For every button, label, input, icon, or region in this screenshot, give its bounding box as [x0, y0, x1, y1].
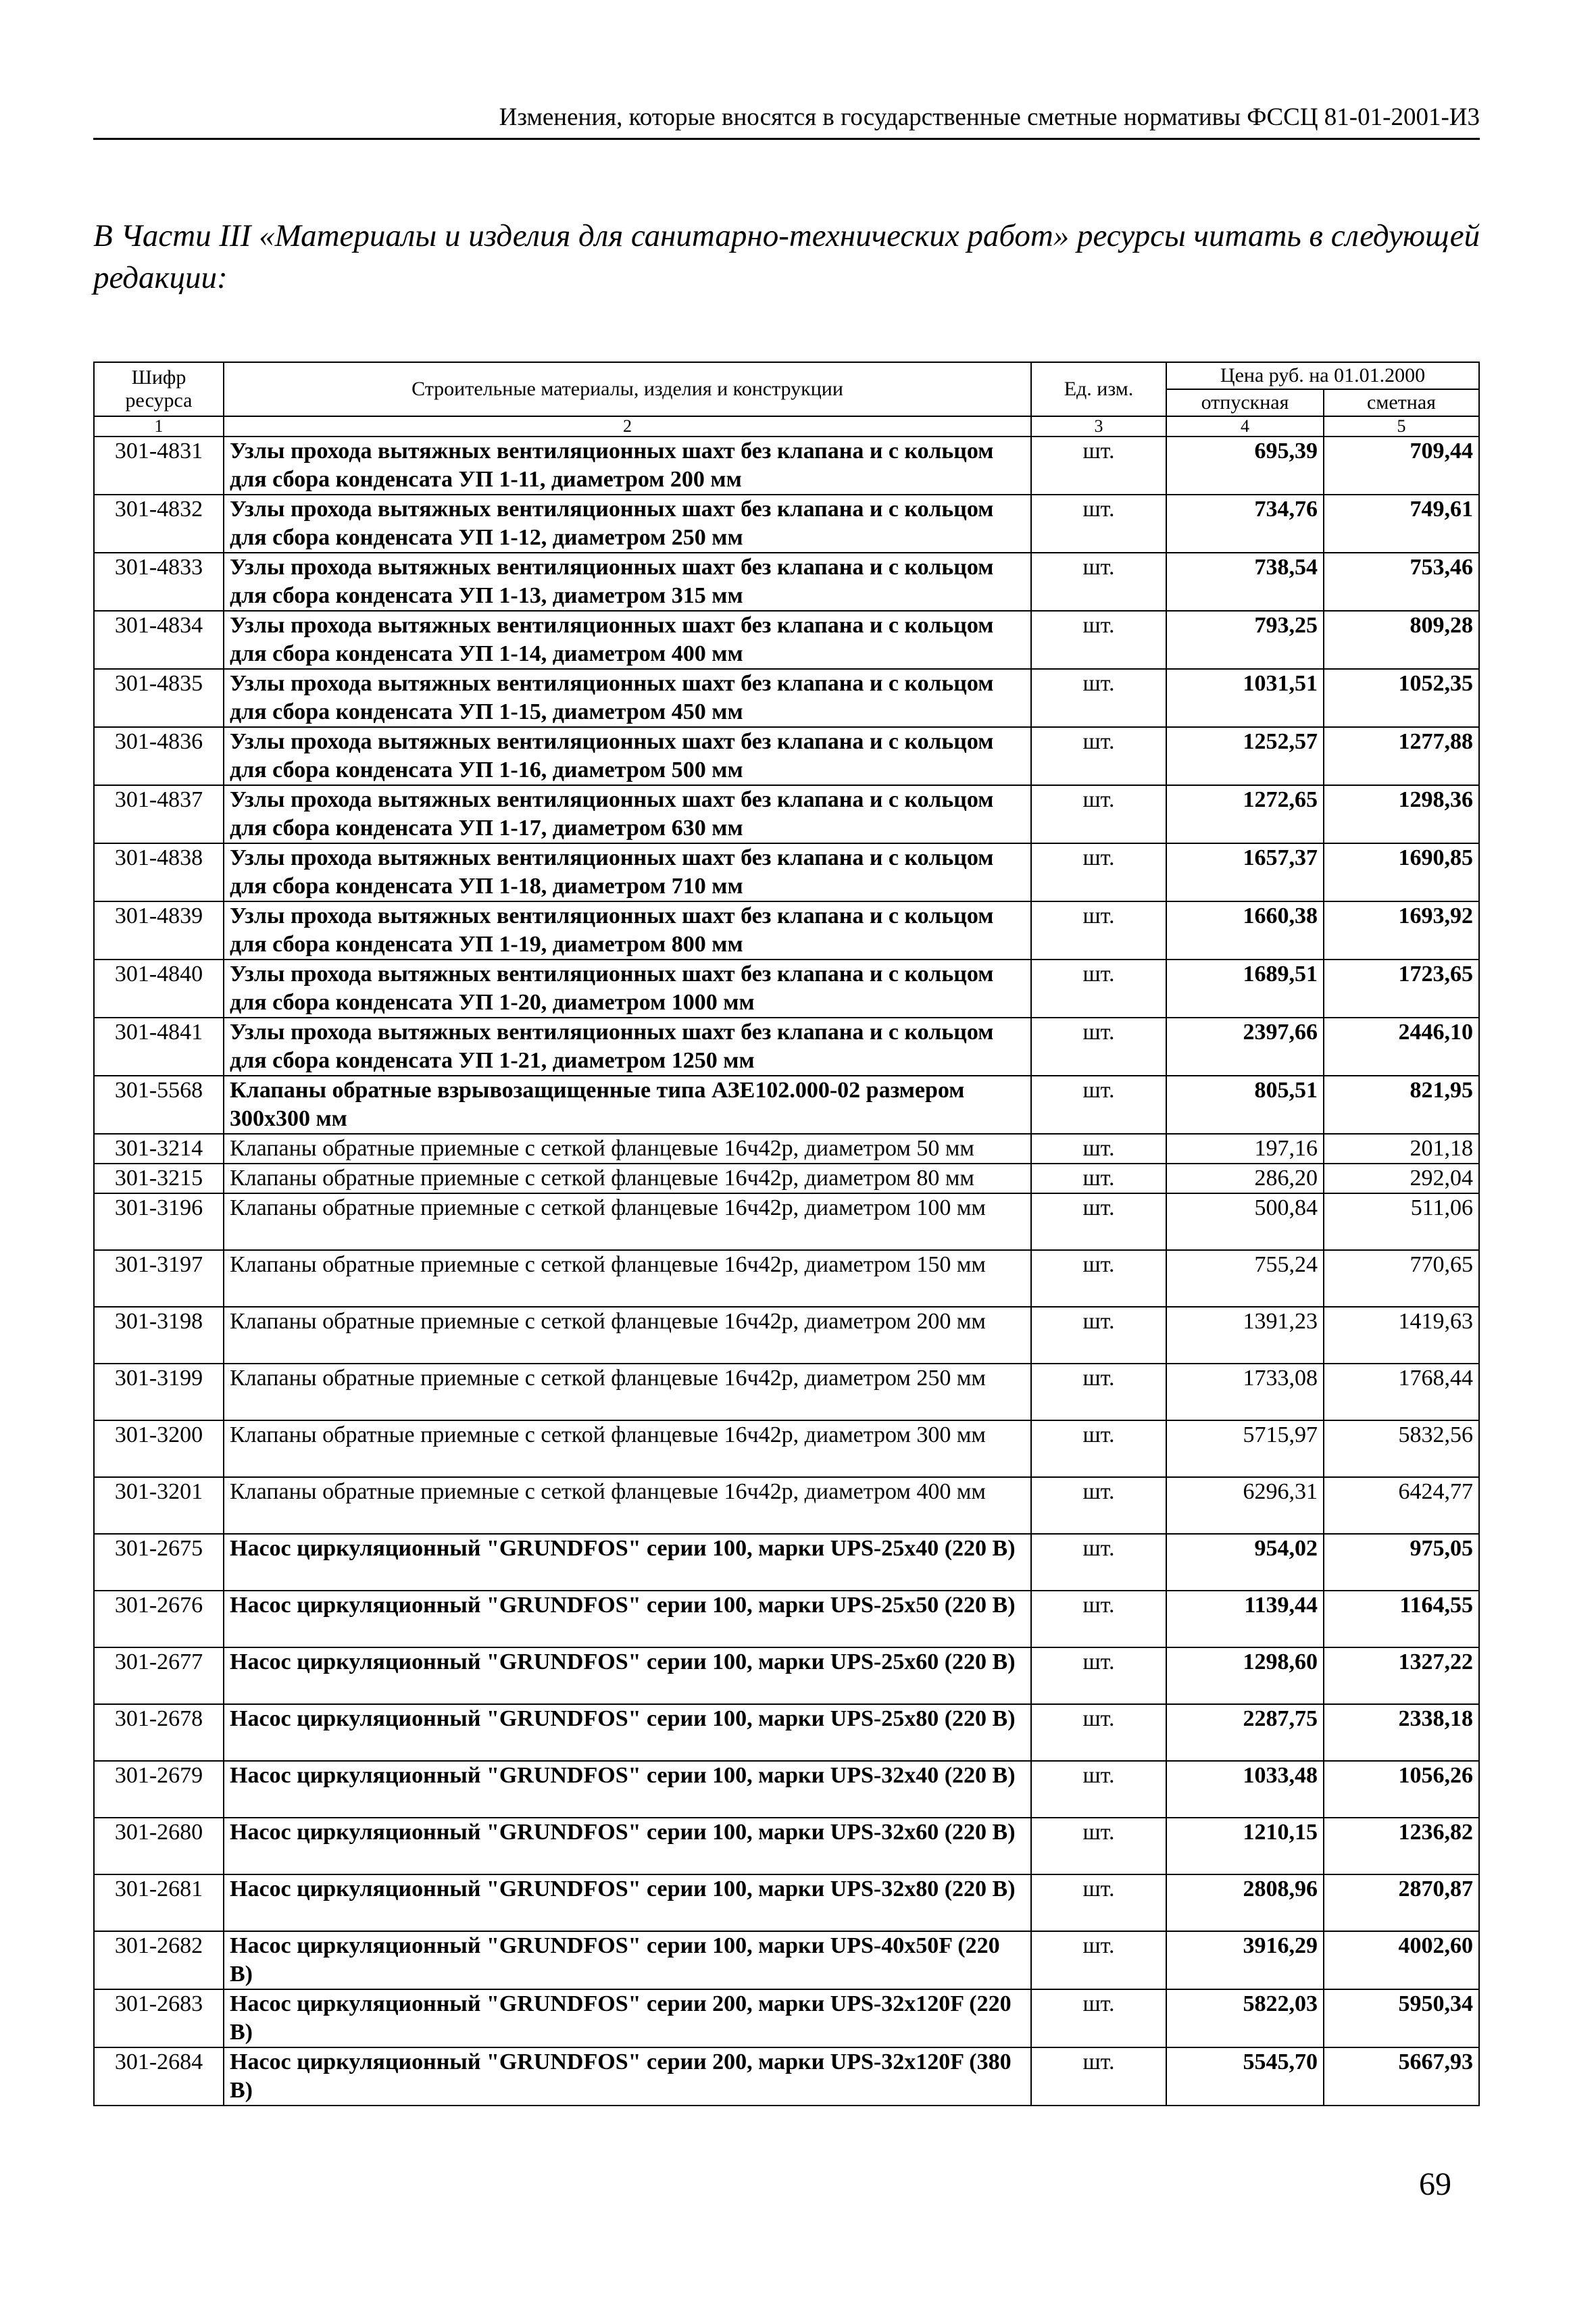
price-estimate: 1690,85	[1324, 843, 1479, 901]
header-price-release: отпускная	[1166, 389, 1324, 416]
resource-code: 301-3196	[94, 1193, 224, 1250]
resource-name: Клапаны обратные приемные с сеткой фланцевые 16ч42р, диаметром 50 мм	[224, 1134, 1031, 1164]
price-estimate: 2338,18	[1324, 1704, 1479, 1761]
table-row	[94, 785, 1479, 843]
table-row	[94, 1931, 1479, 1989]
table-row	[94, 1420, 1479, 1477]
table-row	[94, 727, 1479, 785]
table-row	[94, 1250, 1479, 1307]
price-release: 2287,75	[1166, 1704, 1324, 1761]
price-estimate: 1419,63	[1324, 1307, 1479, 1364]
resource-name: Насос циркуляционный "GRUNDFOS" серии 100, марки UPS-40х50F (220 В)	[224, 1931, 1031, 1989]
running-header	[93, 100, 1480, 140]
price-release: 2397,66	[1166, 1018, 1324, 1076]
resource-unit: шт.	[1031, 843, 1166, 901]
resource-name: Насос циркуляционный "GRUNDFOS" серии 100, марки UPS-32х40 (220 В)	[224, 1761, 1031, 1818]
table-row	[94, 1704, 1479, 1761]
table-row	[94, 1818, 1479, 1874]
resource-code: 301-2677	[94, 1647, 224, 1704]
price-release: 1031,51	[1166, 669, 1324, 727]
price-estimate: 809,28	[1324, 611, 1479, 669]
column-number: 3	[1031, 416, 1166, 437]
price-release: 1733,08	[1166, 1364, 1324, 1420]
price-estimate: 1236,82	[1324, 1818, 1479, 1874]
price-release: 1210,15	[1166, 1818, 1324, 1874]
resource-name: Узлы прохода вытяжных вентиляционных шахт без клапана и с кольцом для сбора конденсата УП 1-21, диаметром 1250 мм	[224, 1018, 1031, 1076]
price-estimate: 1327,22	[1324, 1647, 1479, 1704]
table-row	[94, 1076, 1479, 1134]
resource-unit: шт.	[1031, 495, 1166, 553]
price-release: 954,02	[1166, 1534, 1324, 1591]
resource-code: 301-2684	[94, 2047, 224, 2106]
price-estimate: 2446,10	[1324, 1018, 1479, 1076]
resource-unit: шт.	[1031, 2047, 1166, 2106]
table-row	[94, 901, 1479, 960]
resource-name: Насос циркуляционный "GRUNDFOS" серии 100, марки UPS-25х40 (220 В)	[224, 1534, 1031, 1591]
resource-code: 301-4841	[94, 1018, 224, 1076]
table-row	[94, 1874, 1479, 1931]
resource-code: 301-2679	[94, 1761, 224, 1818]
resource-code: 301-4833	[94, 553, 224, 611]
resource-unit: шт.	[1031, 1364, 1166, 1420]
resource-unit: шт.	[1031, 1477, 1166, 1534]
table-row	[94, 1989, 1479, 2047]
header-code: Шифр ресурса	[94, 362, 224, 416]
resource-name: Насос циркуляционный "GRUNDFOS" серии 200, марки UPS-32х120F (380 В)	[224, 2047, 1031, 2106]
resource-unit: шт.	[1031, 1164, 1166, 1193]
resource-unit: шт.	[1031, 1307, 1166, 1364]
resource-code: 301-3215	[94, 1164, 224, 1193]
resource-unit: шт.	[1031, 960, 1166, 1018]
price-release: 695,39	[1166, 437, 1324, 495]
resource-code: 301-3199	[94, 1364, 224, 1420]
price-estimate: 1693,92	[1324, 901, 1479, 960]
price-estimate: 201,18	[1324, 1134, 1479, 1164]
resource-code: 301-4838	[94, 843, 224, 901]
resource-unit: шт.	[1031, 1647, 1166, 1704]
price-estimate: 2870,87	[1324, 1874, 1479, 1931]
price-release: 197,16	[1166, 1134, 1324, 1164]
table-row	[94, 2047, 1479, 2106]
resource-name: Клапаны обратные приемные с сеткой фланцевые 16ч42р, диаметром 80 мм	[224, 1164, 1031, 1193]
price-release: 1272,65	[1166, 785, 1324, 843]
resource-unit: шт.	[1031, 1534, 1166, 1591]
price-release: 805,51	[1166, 1076, 1324, 1134]
price-estimate: 1723,65	[1324, 960, 1479, 1018]
price-estimate: 709,44	[1324, 437, 1479, 495]
price-release: 738,54	[1166, 553, 1324, 611]
resource-code: 301-4834	[94, 611, 224, 669]
resource-code: 301-2678	[94, 1704, 224, 1761]
table-row	[94, 1647, 1479, 1704]
price-release: 1139,44	[1166, 1591, 1324, 1647]
resource-name: Насос циркуляционный "GRUNDFOS" серии 100, марки UPS-25х60 (220 В)	[224, 1647, 1031, 1704]
resource-code: 301-3201	[94, 1477, 224, 1534]
resource-code: 301-4831	[94, 437, 224, 495]
header-name: Строительные материалы, изделия и конструкции	[224, 362, 1031, 416]
table-row	[94, 611, 1479, 669]
resource-name: Узлы прохода вытяжных вентиляционных шахт без клапана и с кольцом для сбора конденсата УП 1-11, диаметром 200 мм	[224, 437, 1031, 495]
resource-code: 301-4835	[94, 669, 224, 727]
column-number-row	[94, 416, 1479, 437]
resource-code: 301-2683	[94, 1989, 224, 2047]
price-estimate: 1052,35	[1324, 669, 1479, 727]
header-unit: Ед. изм.	[1031, 362, 1166, 416]
table-row	[94, 1364, 1479, 1420]
resource-unit: шт.	[1031, 1250, 1166, 1307]
table-row	[94, 495, 1479, 553]
table-row	[94, 960, 1479, 1018]
price-release: 734,76	[1166, 495, 1324, 553]
resource-unit: шт.	[1031, 1076, 1166, 1134]
table-row	[94, 1477, 1479, 1534]
column-number: 4	[1166, 416, 1324, 437]
resource-name: Насос циркуляционный "GRUNDFOS" серии 100, марки UPS-25х50 (220 В)	[224, 1591, 1031, 1647]
resource-name: Узлы прохода вытяжных вентиляционных шахт без клапана и с кольцом для сбора конденсата УП 1-17, диаметром 630 мм	[224, 785, 1031, 843]
resource-unit: шт.	[1031, 1874, 1166, 1931]
price-estimate: 975,05	[1324, 1534, 1479, 1591]
table-row	[94, 669, 1479, 727]
price-estimate: 1056,26	[1324, 1761, 1479, 1818]
price-estimate: 4002,60	[1324, 1931, 1479, 1989]
resource-code: 301-2682	[94, 1931, 224, 1989]
column-number: 1	[94, 416, 224, 437]
resource-code: 301-4837	[94, 785, 224, 843]
resource-unit: шт.	[1031, 901, 1166, 960]
column-number: 2	[224, 416, 1031, 437]
resource-name: Узлы прохода вытяжных вентиляционных шахт без клапана и с кольцом для сбора конденсата УП 1-18, диаметром 710 мм	[224, 843, 1031, 901]
price-estimate: 1277,88	[1324, 727, 1479, 785]
resource-name: Клапаны обратные приемные с сеткой фланцевые 16ч42р, диаметром 100 мм	[224, 1193, 1031, 1250]
table-row	[94, 1307, 1479, 1364]
price-release: 755,24	[1166, 1250, 1324, 1307]
resource-code: 301-4840	[94, 960, 224, 1018]
resource-unit: шт.	[1031, 785, 1166, 843]
price-estimate: 511,06	[1324, 1193, 1479, 1250]
table-row	[94, 1534, 1479, 1591]
price-release: 6296,31	[1166, 1477, 1324, 1534]
table-row	[94, 1591, 1479, 1647]
resource-unit: шт.	[1031, 1193, 1166, 1250]
resource-unit: шт.	[1031, 1420, 1166, 1477]
price-release: 1391,23	[1166, 1307, 1324, 1364]
resource-code: 301-3197	[94, 1250, 224, 1307]
resource-name: Насос циркуляционный "GRUNDFOS" серии 100, марки UPS-32х60 (220 В)	[224, 1818, 1031, 1874]
resource-code: 301-4839	[94, 901, 224, 960]
column-number: 5	[1324, 416, 1479, 437]
resource-code: 301-2681	[94, 1874, 224, 1931]
resource-name: Узлы прохода вытяжных вентиляционных шахт без клапана и с кольцом для сбора конденсата УП 1-15, диаметром 450 мм	[224, 669, 1031, 727]
price-estimate: 1768,44	[1324, 1364, 1479, 1420]
table-row	[94, 1134, 1479, 1164]
resource-code: 301-5568	[94, 1076, 224, 1134]
resource-name: Узлы прохода вытяжных вентиляционных шахт без клапана и с кольцом для сбора конденсата УП 1-13, диаметром 315 мм	[224, 553, 1031, 611]
table-row	[94, 553, 1479, 611]
resource-name: Узлы прохода вытяжных вентиляционных шахт без клапана и с кольцом для сбора конденсата УП 1-14, диаметром 400 мм	[224, 611, 1031, 669]
price-estimate: 1164,55	[1324, 1591, 1479, 1647]
price-estimate: 5832,56	[1324, 1420, 1479, 1477]
resource-unit: шт.	[1031, 1931, 1166, 1989]
resource-unit: шт.	[1031, 1134, 1166, 1164]
price-release: 1033,48	[1166, 1761, 1324, 1818]
resource-name: Клапаны обратные приемные с сеткой фланцевые 16ч42р, диаметром 200 мм	[224, 1307, 1031, 1364]
resource-unit: шт.	[1031, 1818, 1166, 1874]
price-estimate: 753,46	[1324, 553, 1479, 611]
price-estimate: 749,61	[1324, 495, 1479, 553]
resource-unit: шт.	[1031, 1018, 1166, 1076]
resource-code: 301-2680	[94, 1818, 224, 1874]
resource-unit: шт.	[1031, 1704, 1166, 1761]
price-table	[93, 362, 1480, 2106]
resource-code: 301-3198	[94, 1307, 224, 1364]
price-estimate: 5950,34	[1324, 1989, 1479, 2047]
resource-unit: шт.	[1031, 611, 1166, 669]
resource-unit: шт.	[1031, 1989, 1166, 2047]
price-release: 1252,57	[1166, 727, 1324, 785]
price-estimate: 1298,36	[1324, 785, 1479, 843]
price-estimate: 292,04	[1324, 1164, 1479, 1193]
price-release: 793,25	[1166, 611, 1324, 669]
resource-unit: шт.	[1031, 727, 1166, 785]
resource-name: Клапаны обратные взрывозащищенные типа АЗЕ102.000-02 размером 300х300 мм	[224, 1076, 1031, 1134]
resource-code: 301-2676	[94, 1591, 224, 1647]
resource-name: Насос циркуляционный "GRUNDFOS" серии 100, марки UPS-32х80 (220 В)	[224, 1874, 1031, 1931]
intro-paragraph: В Части III «Материалы и изделия для санитарно-технических работ» ресурсы читать в следующей редакции:	[93, 218, 1480, 295]
table-row	[94, 437, 1479, 495]
table-body	[94, 437, 1479, 2106]
price-estimate: 821,95	[1324, 1076, 1479, 1134]
resource-unit: шт.	[1031, 1591, 1166, 1647]
resource-code: 301-2675	[94, 1534, 224, 1591]
table-row	[94, 1761, 1479, 1818]
running-header-text: Изменения, которые вносятся в государственные сметные нормативы ФССЦ 81-01-2001-И3	[499, 103, 1480, 131]
resource-unit: шт.	[1031, 1761, 1166, 1818]
table-row	[94, 1164, 1479, 1193]
price-release: 1298,60	[1166, 1647, 1324, 1704]
resource-name: Клапаны обратные приемные с сеткой фланцевые 16ч42р, диаметром 300 мм	[224, 1420, 1031, 1477]
table-header-row	[94, 362, 1479, 389]
table-row	[94, 1018, 1479, 1076]
price-estimate: 770,65	[1324, 1250, 1479, 1307]
resource-code: 301-4832	[94, 495, 224, 553]
resource-name: Клапаны обратные приемные с сеткой фланцевые 16ч42р, диаметром 250 мм	[224, 1364, 1031, 1420]
header-price-estimate: сметная	[1324, 389, 1479, 416]
price-estimate: 5667,93	[1324, 2047, 1479, 2106]
price-release: 1657,37	[1166, 843, 1324, 901]
table-row	[94, 1193, 1479, 1250]
resource-name: Узлы прохода вытяжных вентиляционных шахт без клапана и с кольцом для сбора конденсата УП 1-16, диаметром 500 мм	[224, 727, 1031, 785]
resource-code: 301-4836	[94, 727, 224, 785]
resource-name: Узлы прохода вытяжных вентиляционных шахт без клапана и с кольцом для сбора конденсата УП 1-19, диаметром 800 мм	[224, 901, 1031, 960]
price-release: 286,20	[1166, 1164, 1324, 1193]
resource-unit: шт.	[1031, 669, 1166, 727]
price-release: 500,84	[1166, 1193, 1324, 1250]
resource-name: Клапаны обратные приемные с сеткой фланцевые 16ч42р, диаметром 150 мм	[224, 1250, 1031, 1307]
resource-name: Насос циркуляционный "GRUNDFOS" серии 100, марки UPS-25х80 (220 В)	[224, 1704, 1031, 1761]
resource-code: 301-3200	[94, 1420, 224, 1477]
price-estimate: 6424,77	[1324, 1477, 1479, 1534]
price-release: 5822,03	[1166, 1989, 1324, 2047]
resource-unit: шт.	[1031, 553, 1166, 611]
price-release: 2808,96	[1166, 1874, 1324, 1931]
page-number: 69	[1419, 2166, 1451, 2202]
resource-code: 301-3214	[94, 1134, 224, 1164]
price-release: 1660,38	[1166, 901, 1324, 960]
price-release: 1689,51	[1166, 960, 1324, 1018]
resource-name: Насос циркуляционный "GRUNDFOS" серии 200, марки UPS-32х120F (220 В)	[224, 1989, 1031, 2047]
price-release: 3916,29	[1166, 1931, 1324, 1989]
price-release: 5545,70	[1166, 2047, 1324, 2106]
resource-unit: шт.	[1031, 437, 1166, 495]
resource-name: Узлы прохода вытяжных вентиляционных шахт без клапана и с кольцом для сбора конденсата УП 1-12, диаметром 250 мм	[224, 495, 1031, 553]
resource-name: Клапаны обратные приемные с сеткой фланцевые 16ч42р, диаметром 400 мм	[224, 1477, 1031, 1534]
price-release: 5715,97	[1166, 1420, 1324, 1477]
table-row	[94, 843, 1479, 901]
header-price-group: Цена руб. на 01.01.2000	[1166, 362, 1479, 389]
resource-name: Узлы прохода вытяжных вентиляционных шахт без клапана и с кольцом для сбора конденсата УП 1-20, диаметром 1000 мм	[224, 960, 1031, 1018]
